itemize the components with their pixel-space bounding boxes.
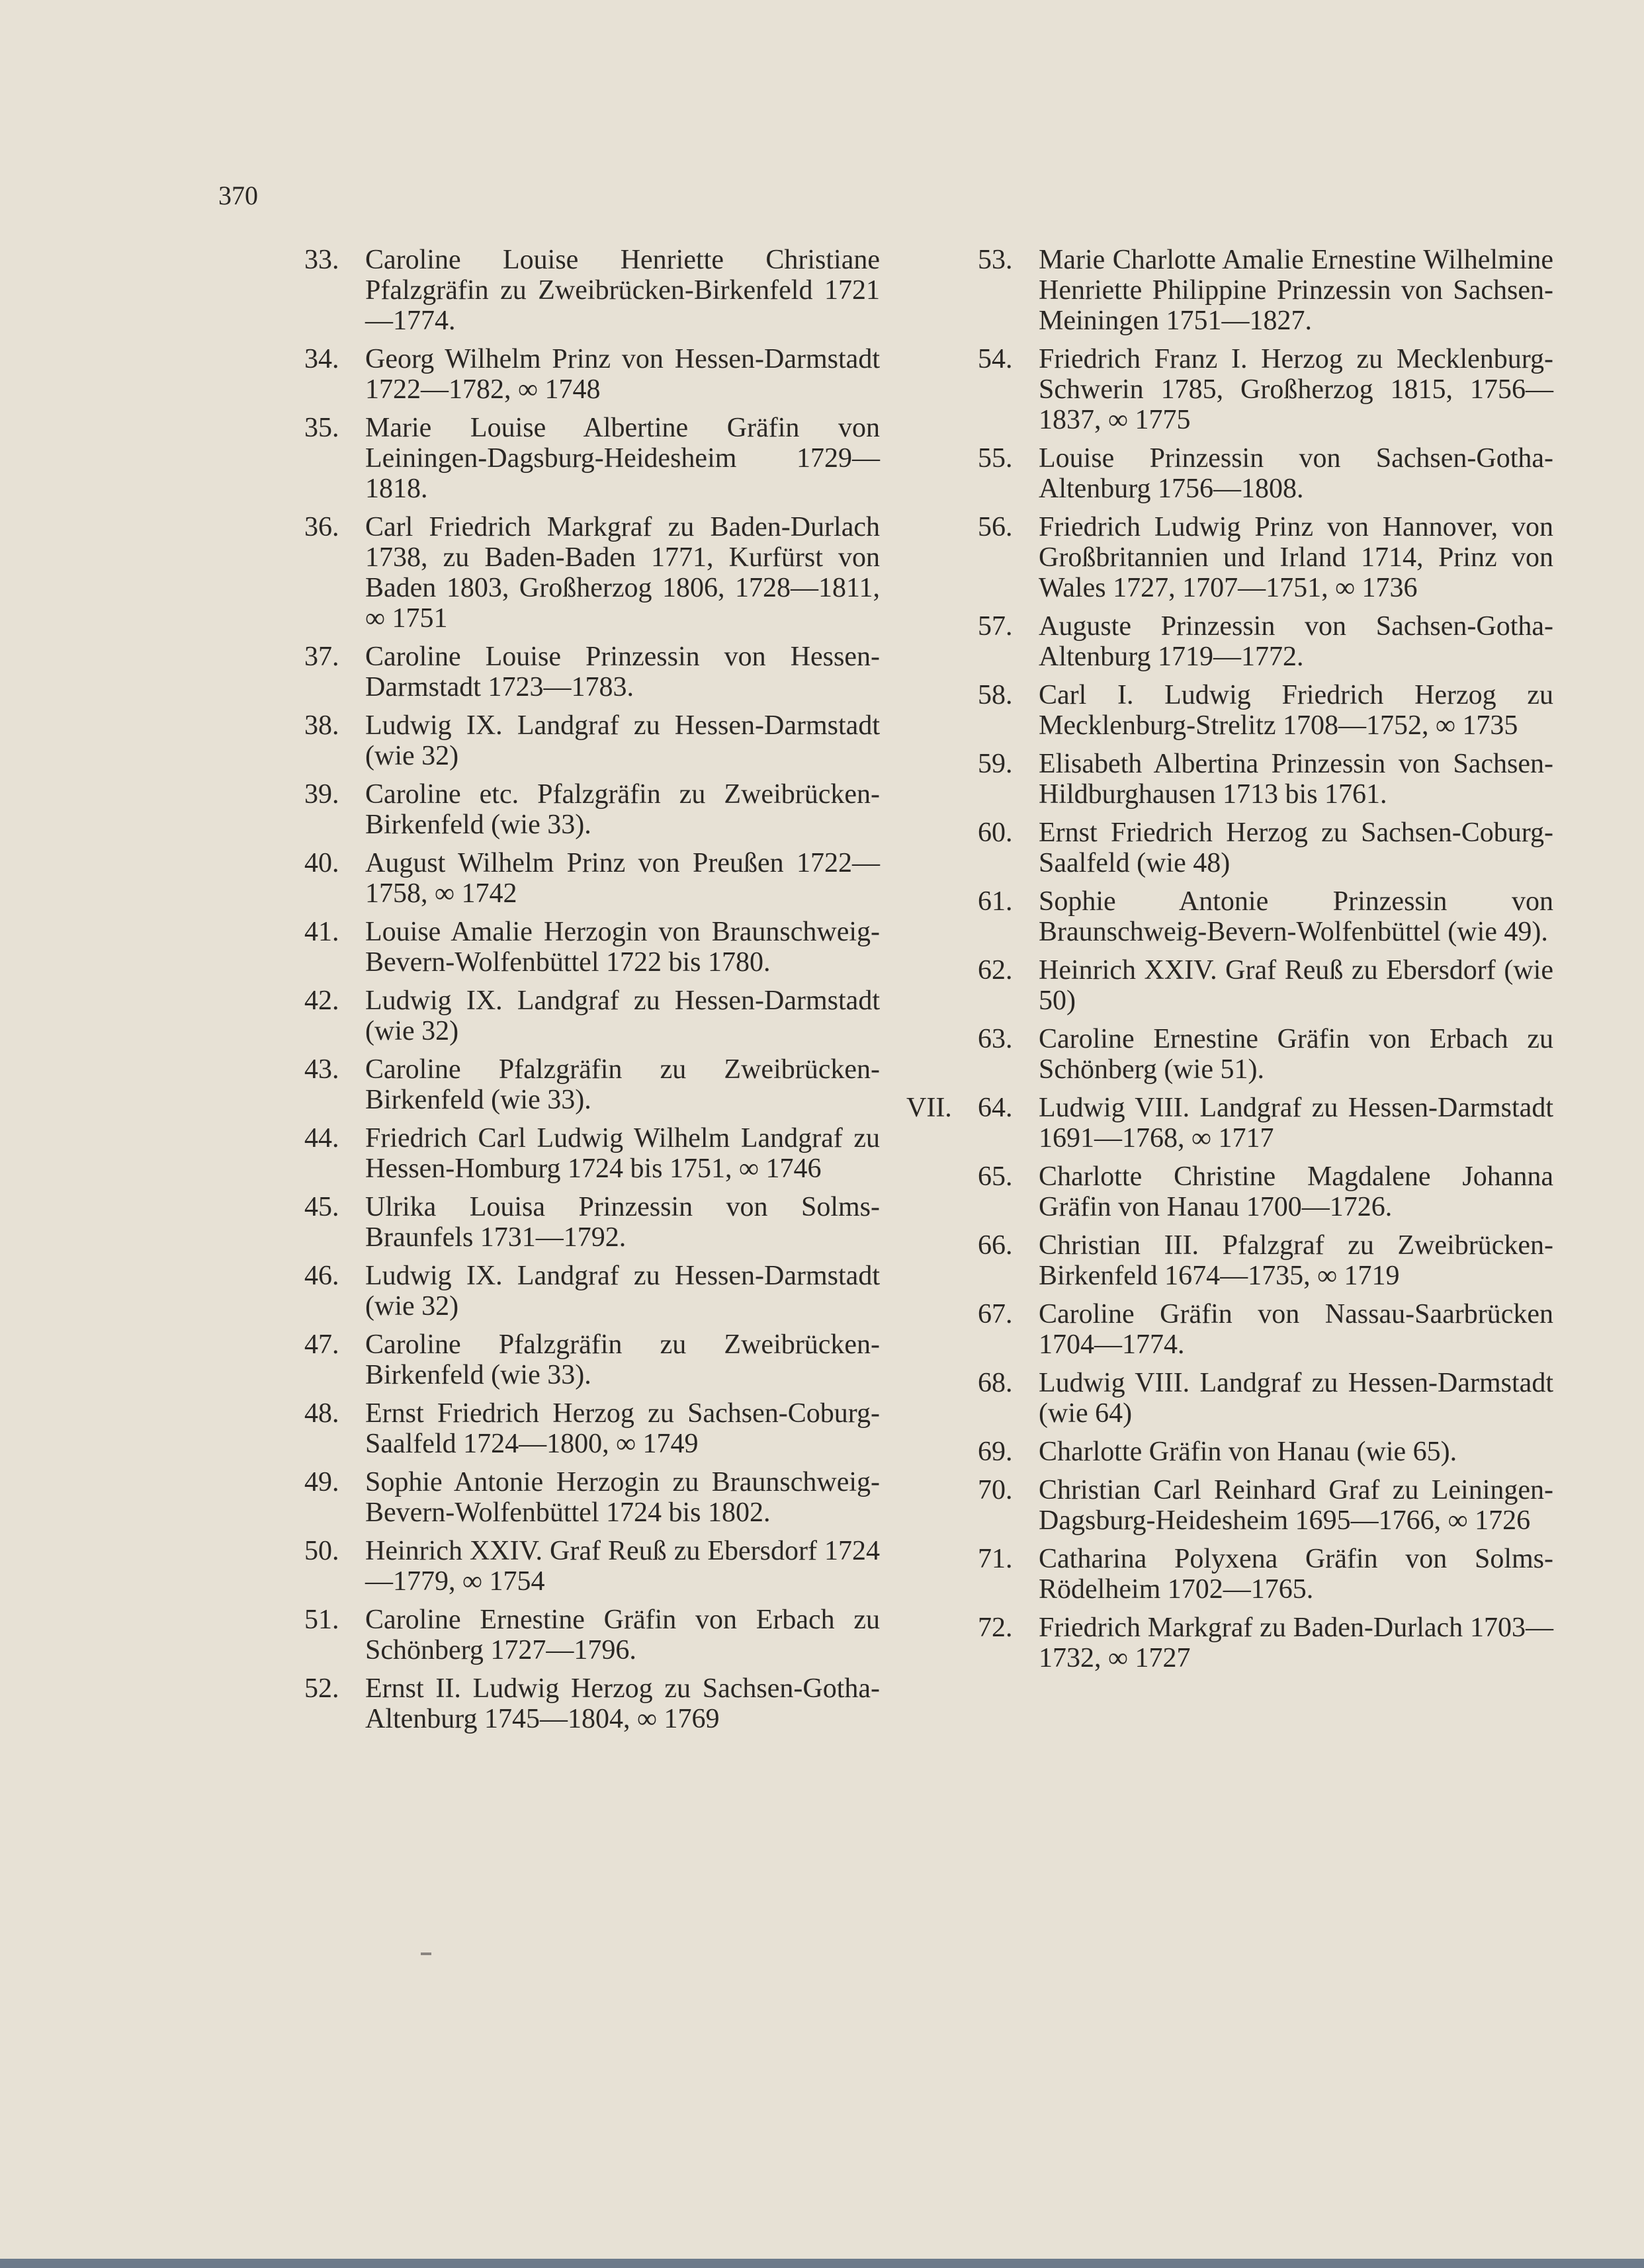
entry-number: 66. xyxy=(978,1230,1013,1261)
entry-text: Auguste Prinzessin von Sachsen-Gotha-Altenburg 1719—1772. xyxy=(1039,611,1553,672)
entry-number: 62. xyxy=(978,955,1013,986)
entry-number: 61. xyxy=(978,886,1013,917)
genealogy-entry xyxy=(978,245,1553,336)
entry-number: 36. xyxy=(304,512,339,542)
entry-number: 52. xyxy=(304,1673,339,1704)
entry-text: Catharina Polyxena Gräfin von Solms-Rödelheim 1702—1765. xyxy=(1039,1544,1553,1605)
genealogy-entry xyxy=(304,344,880,405)
genealogy-entry xyxy=(978,1368,1553,1429)
genealogy-entry xyxy=(304,1261,880,1322)
genealogy-entry xyxy=(304,1192,880,1253)
genealogy-entry xyxy=(978,749,1553,810)
entry-text: Ernst Friedrich Herzog zu Sachsen-Coburg-Saalfeld 1724—1800, ∞ 1749 xyxy=(365,1398,880,1459)
genealogy-entry xyxy=(304,710,880,771)
left-column xyxy=(304,245,880,1742)
entry-number: 53. xyxy=(978,245,1013,275)
entry-number: 65. xyxy=(978,1161,1013,1192)
entry-text: Caroline etc. Pfalzgräfin zu Zweibrücken-Birkenfeld (wie 33). xyxy=(365,779,880,840)
entry-number: 69. xyxy=(978,1437,1013,1467)
entry-number: 38. xyxy=(304,710,339,741)
genealogy-entry xyxy=(978,1475,1553,1536)
entry-number: 37. xyxy=(304,642,339,672)
entry-number: 51. xyxy=(304,1605,339,1635)
entry-text: Ernst Friedrich Herzog zu Sachsen-Coburg-Saalfeld (wie 48) xyxy=(1039,818,1553,878)
entry-text: Marie Charlotte Amalie Ernestine Wilhelmine Henriette Philippine Prinzessin von Sachsen-Meiningen 1751—1827. xyxy=(1039,245,1553,336)
genealogy-entry xyxy=(978,512,1553,603)
entry-text: Friedrich Franz I. Herzog zu Mecklenburg-Schwerin 1785, Großherzog 1815, 1756—1837, ∞ 1775 xyxy=(1039,344,1553,435)
entry-text: Friedrich Carl Ludwig Wilhelm Landgraf zu Hessen-Homburg 1724 bis 1751, ∞ 1746 xyxy=(365,1123,880,1184)
entry-number: 42. xyxy=(304,986,339,1016)
entry-text: Caroline Gräfin von Nassau-Saarbrücken 1704—1774. xyxy=(1039,1299,1553,1360)
entry-number: 54. xyxy=(978,344,1013,374)
entry-text: Elisabeth Albertina Prinzessin von Sachsen-Hildburghausen 1713 bis 1761. xyxy=(1039,749,1553,810)
entry-text: Heinrich XXIV. Graf Reuß zu Ebersdorf 1724—1779, ∞ 1754 xyxy=(365,1536,880,1597)
entry-text: Caroline Ernestine Gräfin von Erbach zu Schönberg 1727—1796. xyxy=(365,1605,880,1665)
entry-number: 63. xyxy=(978,1024,1013,1054)
genealogy-entry xyxy=(978,1024,1553,1085)
entry-text: August Wilhelm Prinz von Preußen 1722—1758, ∞ 1742 xyxy=(365,848,880,909)
entry-text: Caroline Pfalzgräfin zu Zweibrücken-Birkenfeld (wie 33). xyxy=(365,1329,880,1390)
entry-number: 57. xyxy=(978,611,1013,642)
genealogy-entry xyxy=(978,443,1553,504)
entry-text: Sophie Antonie Herzogin zu Braunschweig-Bevern-Wolfenbüttel 1724 bis 1802. xyxy=(365,1467,880,1528)
generation-marker: VII. xyxy=(906,1093,952,1123)
entry-number: 50. xyxy=(304,1536,339,1566)
entry-text: Carl I. Ludwig Friedrich Herzog zu Mecklenburg-Strelitz 1708—1752, ∞ 1735 xyxy=(1039,680,1553,741)
entry-text: Georg Wilhelm Prinz von Hessen-Darmstadt 1722—1782, ∞ 1748 xyxy=(365,344,880,405)
entry-number: 44. xyxy=(304,1123,339,1154)
genealogy-entry xyxy=(978,344,1553,435)
genealogy-entry xyxy=(978,1613,1553,1673)
genealogy-entry xyxy=(304,848,880,909)
entry-number: 49. xyxy=(304,1467,339,1497)
entry-number: 48. xyxy=(304,1398,339,1429)
print-speck xyxy=(421,1953,431,1955)
entry-number: 43. xyxy=(304,1054,339,1085)
entry-number: 71. xyxy=(978,1544,1013,1574)
entry-number: 72. xyxy=(978,1613,1013,1643)
genealogy-entry xyxy=(304,1398,880,1459)
genealogy-entry xyxy=(304,512,880,634)
entry-text: Caroline Louise Henriette Christiane Pfalzgräfin zu Zweibrücken-Birkenfeld 1721—1774. xyxy=(365,245,880,336)
entry-number: 64. xyxy=(978,1093,1013,1123)
genealogy-entry xyxy=(978,611,1553,672)
entry-number: 40. xyxy=(304,848,339,878)
genealogy-entry xyxy=(978,680,1553,741)
genealogy-entry xyxy=(304,1673,880,1734)
entry-text: Ludwig VIII. Landgraf zu Hessen-Darmstadt (wie 64) xyxy=(1039,1368,1553,1429)
genealogy-entry xyxy=(978,886,1553,947)
entry-number: 41. xyxy=(304,917,339,947)
entry-number: 33. xyxy=(304,245,339,275)
entry-text: Marie Louise Albertine Gräfin von Leiningen-Dagsburg-Heidesheim 1729—1818. xyxy=(365,413,880,504)
entry-text: Friedrich Markgraf zu Baden-Durlach 1703—1732, ∞ 1727 xyxy=(1039,1613,1553,1673)
entry-number: 67. xyxy=(978,1299,1013,1329)
genealogy-entry xyxy=(978,1437,1553,1467)
genealogy-entry xyxy=(304,986,880,1046)
entry-text: Ulrika Louisa Prinzessin von Solms-Braunfels 1731—1792. xyxy=(365,1192,880,1253)
right-column xyxy=(906,245,1553,1681)
genealogy-entry xyxy=(304,1467,880,1528)
entry-text: Friedrich Ludwig Prinz von Hannover, von Großbritannien und Irland 1714, Prinz von Wales 1727, 1707—1751, ∞ 1736 xyxy=(1039,512,1553,603)
entry-text: Carl Friedrich Markgraf zu Baden-Durlach 1738, zu Baden-Baden 1771, Kurfürst von Baden 1803, Großherzog 1806, 1728—1811, ∞ 1751 xyxy=(365,512,880,634)
entry-number: 58. xyxy=(978,680,1013,710)
entry-text: Ludwig VIII. Landgraf zu Hessen-Darmstadt 1691—1768, ∞ 1717 xyxy=(1039,1093,1553,1154)
entry-text: Ernst II. Ludwig Herzog zu Sachsen-Gotha-Altenburg 1745—1804, ∞ 1769 xyxy=(365,1673,880,1734)
entry-number: 60. xyxy=(978,818,1013,848)
genealogy-entry xyxy=(304,917,880,978)
entry-number: 55. xyxy=(978,443,1013,474)
entry-text: Louise Amalie Herzogin von Braunschweig-Bevern-Wolfenbüttel 1722 bis 1780. xyxy=(365,917,880,978)
genealogy-entry xyxy=(304,642,880,702)
entry-text: Sophie Antonie Prinzessin von Braunschweig-Bevern-Wolfenbüttel (wie 49). xyxy=(1039,886,1553,947)
entry-text: Caroline Ernestine Gräfin von Erbach zu Schönberg (wie 51). xyxy=(1039,1024,1553,1085)
entry-number: 45. xyxy=(304,1192,339,1222)
entry-text: Louise Prinzessin von Sachsen-Gotha-Altenburg 1756—1808. xyxy=(1039,443,1553,504)
genealogy-entry xyxy=(978,818,1553,878)
entry-number: 34. xyxy=(304,344,339,374)
entry-number: 35. xyxy=(304,413,339,443)
page-number: 370 xyxy=(218,181,258,210)
genealogy-entry xyxy=(304,1536,880,1597)
scan-edge xyxy=(0,2259,1644,2268)
entry-number: 46. xyxy=(304,1261,339,1291)
entry-text: Ludwig IX. Landgraf zu Hessen-Darmstadt (wie 32) xyxy=(365,710,880,771)
entry-number: 39. xyxy=(304,779,339,810)
genealogy-entry xyxy=(304,245,880,336)
entry-text: Christian Carl Reinhard Graf zu Leiningen-Dagsburg-Heidesheim 1695—1766, ∞ 1726 xyxy=(1039,1475,1553,1536)
entry-text: Charlotte Gräfin von Hanau (wie 65). xyxy=(1039,1437,1457,1467)
entry-text: Ludwig IX. Landgraf zu Hessen-Darmstadt (wie 32) xyxy=(365,1261,880,1322)
entry-text: Ludwig IX. Landgraf zu Hessen-Darmstadt (wie 32) xyxy=(365,986,880,1046)
genealogy-entry xyxy=(978,955,1553,1016)
entry-text: Caroline Louise Prinzessin von Hessen-Darmstadt 1723—1783. xyxy=(365,642,880,702)
entry-text: Christian III. Pfalzgraf zu Zweibrücken-Birkenfeld 1674—1735, ∞ 1719 xyxy=(1039,1230,1553,1291)
genealogy-entry xyxy=(304,1605,880,1665)
genealogy-entry xyxy=(304,413,880,504)
entry-number: 70. xyxy=(978,1475,1013,1505)
entry-text: Heinrich XXIV. Graf Reuß zu Ebersdorf (wie 50) xyxy=(1039,955,1553,1016)
entry-number: 56. xyxy=(978,512,1013,542)
entry-text: Caroline Pfalzgräfin zu Zweibrücken-Birkenfeld (wie 33). xyxy=(365,1054,880,1115)
genealogy-entry xyxy=(304,1054,880,1115)
entry-text: Charlotte Christine Magdalene Johanna Gräfin von Hanau 1700—1726. xyxy=(1039,1161,1553,1222)
genealogy-entry xyxy=(978,1161,1553,1222)
genealogy-entry xyxy=(304,1123,880,1184)
entry-number: 59. xyxy=(978,749,1013,779)
genealogy-entry xyxy=(304,779,880,840)
genealogy-entry xyxy=(906,1093,1553,1154)
genealogy-entry xyxy=(978,1544,1553,1605)
entry-number: 47. xyxy=(304,1329,339,1360)
entry-number: 68. xyxy=(978,1368,1013,1398)
genealogy-entry xyxy=(978,1230,1553,1291)
genealogy-entry xyxy=(978,1299,1553,1360)
genealogy-entry xyxy=(304,1329,880,1390)
